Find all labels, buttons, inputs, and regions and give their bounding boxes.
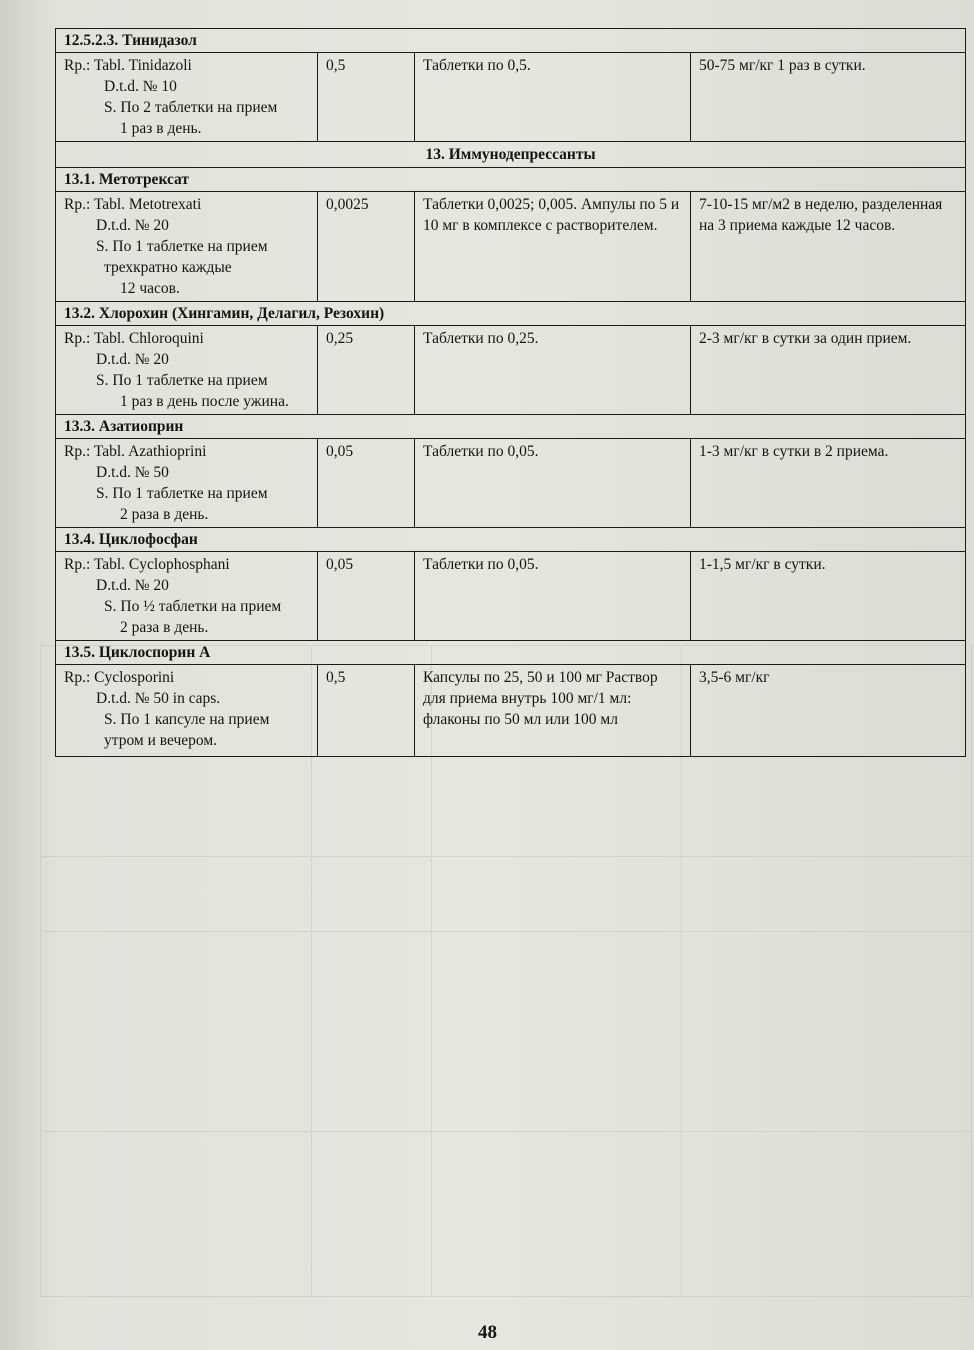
usage-cell [691,552,966,641]
form-text: Таблетки по 0,05. [423,443,539,460]
form-cell [415,439,691,528]
dose-cell [318,326,415,415]
prescription-cell [56,665,318,757]
form-text: Таблетки по 0,5. [423,57,531,74]
rx-line: D.t.d. № 10 [104,78,177,95]
rx-line: S. По 2 таблетки на прием [104,99,278,116]
form-cell [415,665,691,757]
drug-title: 13.5. Циклоспорин А [56,641,966,665]
rx-line: D.t.d. № 20 [96,217,169,234]
rx-line: D.t.d. № 20 [96,577,169,594]
dose-cell [318,53,415,142]
rx-line: S. По ½ таблетки на прием [104,598,282,615]
dose-value: 0,05 [326,443,354,460]
rx-line: утром и вечером. [104,732,218,749]
drug-title: 13.3. Азатиоприн [56,415,966,439]
rx-line: D.t.d. № 50 [96,464,169,481]
drug-title: 13.1. Метотрексат [56,168,966,192]
usage-text: 3,5-6 мг/кг [699,669,770,686]
dose-cell [318,552,415,641]
usage-text: 2-3 мг/кг в сутки за один прием. [699,330,912,347]
dose-value: 0,0025 [326,196,369,213]
usage-cell [691,192,966,302]
form-text: Таблетки по 0,05. [423,556,539,573]
rx-line: 12 часов. [120,280,180,297]
dose-value: 0,25 [326,330,354,347]
form-cell [415,552,691,641]
section-heading: 13. Иммунодепрессанты [56,142,966,168]
rx-line: Rp.: Tabl. Tinidazoli [64,57,192,74]
drug-header-row [56,302,966,326]
dose-value: 0,5 [326,57,346,74]
rx-line: S. По 1 таблетке на прием [96,238,268,255]
dose-cell [318,192,415,302]
drug-header-row [56,641,966,665]
usage-text: 7-10-15 мг/м2 в неделю, разделенная на 3 приема каждые 12 часов. [699,196,943,234]
usage-cell [691,439,966,528]
drug-title: 13.2. Хлорохин (Хингамин, Делагил, Резохин) [56,302,966,326]
form-cell [415,326,691,415]
rx-line: 2 раза в день. [120,619,209,636]
form-text: Капсулы по 25, 50 и 100 мг Раствор для приема внутрь 100 мг/1 мл: флаконы по 50 мл или 100 мл [423,669,658,728]
rx-line: D.t.d. № 50 in caps. [96,690,221,707]
form-cell [415,192,691,302]
drug-row [56,192,966,302]
rx-line: 1 раз в день после ужина. [120,393,289,410]
form-cell [415,53,691,142]
dose-value: 0,05 [326,556,354,573]
drug-row [56,665,966,757]
rx-line: Rp.: Tabl. Chloroquini [64,330,204,347]
usage-cell [691,53,966,142]
drug-header-row [56,528,966,552]
rx-line: 1 раз в день. [120,120,202,137]
drug-row [56,53,966,142]
page-number: 48 [478,1322,497,1343]
usage-text: 1-3 мг/кг в сутки в 2 приема. [699,443,889,460]
dose-cell [318,439,415,528]
prescription-table [55,28,966,757]
prescription-cell [56,552,318,641]
rx-line: Rp.: Tabl. Azathioprini [64,443,207,460]
rx-line: S. По 1 таблетке на прием [96,372,268,389]
drug-header-row [56,29,966,53]
dose-cell [318,665,415,757]
prescription-cell [56,53,318,142]
drug-row [56,326,966,415]
drug-row [56,552,966,641]
rx-line: Rp.: Tabl. Cyclophosphani [64,556,230,573]
drug-header-row [56,168,966,192]
rx-line: D.t.d. № 20 [96,351,169,368]
form-text: Таблетки 0,0025; 0,005. Ампулы по 5 и 10 мг в комплексе с растворителем. [423,196,680,234]
usage-cell [691,665,966,757]
drug-title: 13.4. Циклофосфан [56,528,966,552]
drug-header-row [56,415,966,439]
drug-title: 12.5.2.3. Тинидазол [56,29,966,53]
prescription-cell [56,439,318,528]
rx-line: Rp.: Tabl. Metotrexati [64,196,202,213]
rx-line: Rp.: Cyclosporini [64,669,175,686]
usage-text: 50-75 мг/кг 1 раз в сутки. [699,57,866,74]
rx-line: S. По 1 таблетке на прием [96,485,268,502]
prescription-cell [56,326,318,415]
rx-line: S. По 1 капсуле на прием [104,711,270,728]
usage-cell [691,326,966,415]
dose-value: 0,5 [326,669,346,686]
rx-line: трехкратно каждые [104,259,232,276]
section-heading-row [56,142,966,168]
prescription-cell [56,192,318,302]
form-text: Таблетки по 0,25. [423,330,539,347]
usage-text: 1-1,5 мг/кг в сутки. [699,556,826,573]
rx-line: 2 раза в день. [120,506,209,523]
drug-row [56,439,966,528]
